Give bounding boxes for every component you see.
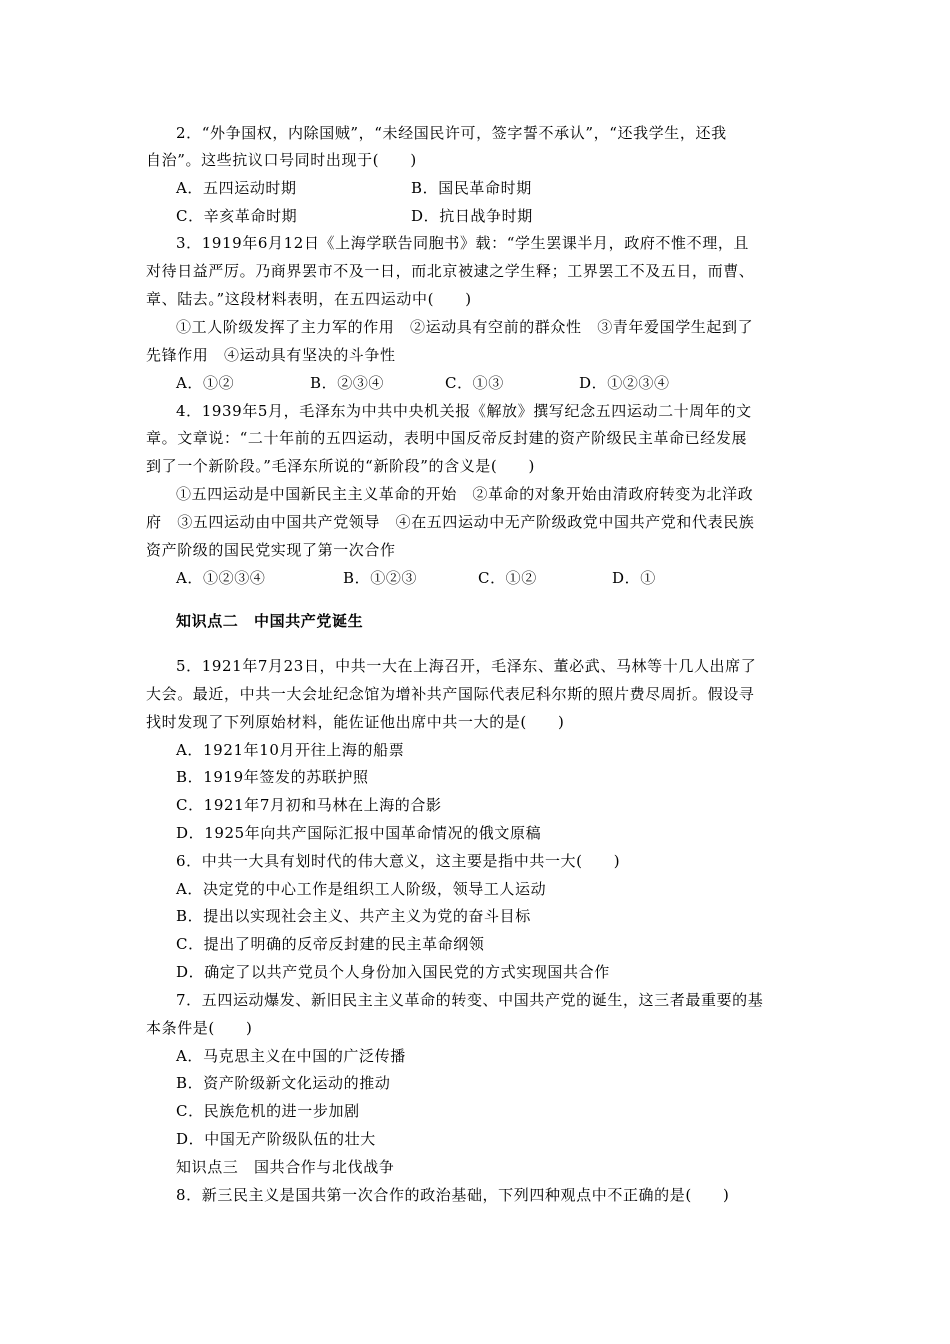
q3-option-a: A．①② — [176, 374, 235, 392]
q6-option-b: B．提出以实现社会主义、共产主义为党的奋斗目标 — [176, 907, 531, 925]
q7-option-b: B．资产阶级新文化运动的推动 — [176, 1074, 391, 1092]
q2-option-c: C．辛亥革命时期 — [176, 207, 298, 225]
q7-option-c: C．民族危机的进一步加剧 — [176, 1102, 360, 1120]
section-heading-2: 知识点二 中国共产党诞生 — [176, 612, 364, 630]
q4-stem-line6: 资产阶级的国民党实现了第一次合作 — [146, 541, 396, 559]
q5-stem-line3: 找时发现了下列原始材料，能佐证他出席中共一大的是( ) — [146, 713, 565, 731]
q7-stem-line1: 7．五四运动爆发、新旧民主主义革命的转变、中国共产党的诞生，这三者最重要的基 — [176, 991, 764, 1009]
q6-option-c: C．提出了明确的反帝反封建的民主革命纲领 — [176, 935, 485, 953]
q4-stem-line1: 4．1939年5月，毛泽东为中共中央机关报《解放》撰写纪念五四运动二十周年的文 — [176, 402, 752, 420]
q5-option-d: D．1925年向共产国际汇报中国革命情况的俄文原稿 — [176, 824, 542, 842]
q3-option-d: D．①②③④ — [579, 374, 670, 392]
section-heading-3: 知识点三 国共合作与北伐战争 — [176, 1158, 395, 1176]
q7-option-a: A．马克思主义在中国的广泛传播 — [176, 1047, 406, 1065]
q3-stem-line1: 3．1919年6月12日《上海学联告同胞书》载：“学生罢课半月，政府不惟不理，且 — [176, 234, 750, 252]
q2-option-a: A．五四运动时期 — [176, 179, 297, 197]
q3-option-b: B．②③④ — [310, 374, 385, 392]
q3-stem-line2: 对待日益严厉。乃商界罢市不及一日，而北京被逮之学生释；工界罢工不及五日，而曹、 — [146, 262, 755, 280]
q7-stem-line2: 本条件是( ) — [146, 1019, 253, 1037]
q3-stem-line3: 章、陆去。”这段材料表明，在五四运动中( ) — [146, 290, 472, 308]
q3-stem-line5: 先锋作用 ④运动具有坚决的斗争性 — [146, 346, 396, 364]
q3-stem-line4: ①工人阶级发挥了主力军的作用 ②运动具有空前的群众性 ③青年爱国学生起到了 — [176, 318, 754, 336]
q2-option-b: B．国民革命时期 — [411, 179, 532, 197]
q5-option-a: A．1921年10月开往上海的船票 — [176, 741, 405, 759]
q2-option-d: D．抗日战争时期 — [411, 207, 533, 225]
q6-stem-line1: 6．中共一大具有划时代的伟大意义，这主要是指中共一大( ) — [176, 852, 621, 870]
q4-stem-line2: 章。文章说：“二十年前的五四运动，表明中国反帝反封建的资产阶级民主革命已经发展 — [146, 429, 748, 447]
q4-option-c: C．①② — [478, 569, 537, 587]
q5-option-c: C．1921年7月初和马林在上海的合影 — [176, 796, 442, 814]
q5-stem-line2: 大会。最近，中共一大会址纪念馆为增补共产国际代表尼科尔斯的照片费尽周折。假设寻 — [146, 685, 755, 703]
q5-stem-line1: 5．1921年7月23日，中共一大在上海召开，毛泽东、董必武、马林等十几人出席了 — [176, 657, 757, 675]
q5-option-b: B．1919年签发的苏联护照 — [176, 768, 369, 786]
q3-option-c: C．①③ — [445, 374, 504, 392]
q7-option-d: D．中国无产阶级队伍的壮大 — [176, 1130, 376, 1148]
q4-option-d: D．① — [612, 569, 656, 587]
q6-option-a: A．决定党的中心工作是组织工人阶级，领导工人运动 — [176, 880, 547, 898]
q4-stem-line4: ①五四运动是中国新民主主义革命的开始 ②革命的对象开始由清政府转变为北洋政 — [176, 485, 754, 503]
q4-option-a: A．①②③④ — [176, 569, 266, 587]
q4-stem-line3: 到了一个新阶段。”毛泽东所说的“新阶段”的含义是( ) — [146, 457, 536, 475]
q4-stem-line5: 府 ③五四运动由中国共产党领导 ④在五四运动中无产阶级政党中国共产党和代表民族 — [146, 513, 755, 531]
q2-stem-line2: 自治”。这些抗议口号同时出现于( ) — [146, 151, 417, 169]
q2-stem-line1: 2．“外争国权，内除国贼”，“未经国民许可，签字誓不承认”，“还我学生，还我 — [176, 124, 727, 142]
q4-option-b: B．①②③ — [343, 569, 418, 587]
q6-option-d: D．确定了以共产党员个人身份加入国民党的方式实现国共合作 — [176, 963, 610, 981]
q8-stem-line1: 8．新三民主义是国共第一次合作的政治基础，下列四种观点中不正确的是( ) — [176, 1186, 730, 1204]
